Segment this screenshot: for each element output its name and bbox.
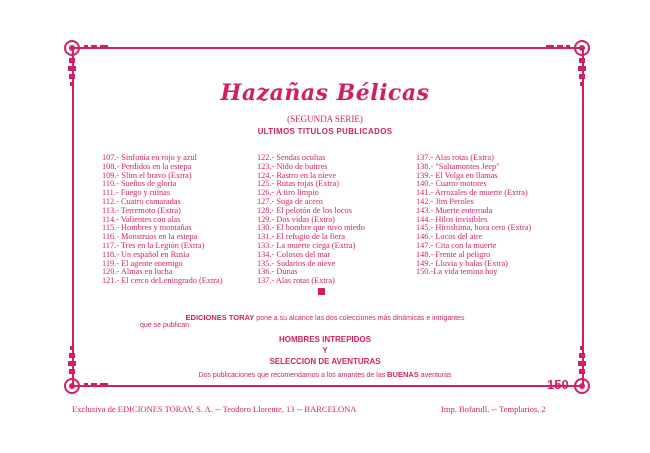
title-list-item: 111.- Fuego y ruinas <box>102 188 171 198</box>
dash-ornament-icon <box>84 380 110 390</box>
titles-column-3 <box>416 154 531 277</box>
square-bullet-icon <box>318 288 325 295</box>
promo-line-3-end: aventuras <box>420 372 452 379</box>
title-list-item: 136.- Dunas <box>257 267 298 277</box>
title-list-item: 113.- Terremoto (Extra) <box>102 205 181 215</box>
title-list-item: 125.- Rutas rojas (Extra) <box>257 179 340 189</box>
corner-ornament-icon <box>570 374 594 398</box>
title-list-item: 116.- Monstruos en la estepa <box>102 232 198 242</box>
title-list-item: 143.- Muerte enterrada <box>416 205 493 215</box>
title-list-item: 147.- Cita con la muerte <box>416 240 497 250</box>
title-list-item: 112.- Cuatro camaradas <box>102 196 181 206</box>
title-list-item: 139.- El Volga en llamas <box>416 170 498 180</box>
title-list-item: 126.- A tiro limpio <box>257 188 319 198</box>
issue-number: 150 <box>547 377 569 392</box>
promo-line-1 <box>135 313 515 322</box>
title-list-item: 120.- Almas en lucha <box>102 267 173 277</box>
title-list-item: 133.- La muerte ciega (Extra) <box>257 240 356 250</box>
dash-ornament-icon <box>544 42 570 52</box>
title-list-item: 141.- Arrozales de muerte (Extra) <box>416 188 528 198</box>
title-list-item: 107.- Sinfonía en rojo y azul <box>102 153 197 162</box>
dash-ornament-icon <box>84 42 110 52</box>
bead-ornament-icon <box>574 344 590 376</box>
title-list-item: 150.-La vida temina hoy <box>416 267 498 277</box>
title-list-item: 119.- El agente enemigo <box>102 258 183 268</box>
title-list-item: 122.- Sendas ocultas <box>257 153 326 162</box>
footer-publisher: Exclusiva de EDICIONES TORAY, S. A. -- Teodoro Llorente, 13 -- BARCELONA <box>72 404 357 414</box>
promo-line-2: que se publican <box>140 322 190 329</box>
promo-brand: EDICIONES TORAY <box>185 313 255 322</box>
title-list-item: 128.- El pelotón de los locos <box>257 205 352 215</box>
title-list-item: 140.- Cuatro motores <box>416 179 487 189</box>
corner-ornament-icon <box>60 374 84 398</box>
title-list-item: 135.- Sudarios de nieve <box>257 258 336 268</box>
promo-series-1: HOMBRES INTREPIDOS <box>278 335 371 344</box>
bead-ornament-icon <box>64 344 80 376</box>
title-list-item: 131.- El refugio de la fiera <box>257 232 346 242</box>
title-list-item: 129.- Dos vidas (Extra) <box>257 214 335 224</box>
title-list-item: 117.- Tres en la Legión (Extra) <box>102 240 205 250</box>
promo-line-1-text: pone a su alcance las dos colecciones más dinámicas e intrigantes <box>256 315 465 322</box>
title-list-item: 124.- Rastro en la nieve <box>257 170 337 180</box>
title-list-item: 121.- El cerco deLeningrado (Extra) <box>102 276 223 286</box>
series-subtitle: (SEGUNDA SERIE) <box>287 114 363 124</box>
footer-printer: Imp. Bofarull. -- Templarios, 2 <box>441 404 546 414</box>
title-list-item: 144.- Hilos invisibles <box>416 214 488 224</box>
title-list-item: 134.- Colosos del mar <box>257 249 331 259</box>
frame-top-border <box>72 47 582 49</box>
title-list-item: 115.- Hombres y montañas <box>102 223 192 233</box>
title-list-item: 138.- "Saltamontes Jeep" <box>416 161 500 171</box>
title-list-item: 118.- Un español en Rusia <box>102 249 190 259</box>
titles-column-1 <box>102 154 222 286</box>
title-list-item: 127.- Soga de acero <box>257 196 323 206</box>
promo-line-3-start: Dos publicaciones que recomendamos a los amantes de las <box>198 372 386 379</box>
title-list-item: 123.- Nido de buitres <box>257 161 328 171</box>
title-list-item: 109.- Slim el bravo (Extra) <box>102 170 192 180</box>
list-heading: ULTIMOS TITULOS PUBLICADOS <box>257 127 393 136</box>
title-list-item: 142.- Jim Peroles <box>416 196 474 206</box>
title-list-item: 146.- Locos del aire <box>416 232 483 242</box>
titles-column-2 <box>257 154 365 286</box>
promo-series-2: SELECCION DE AVENTURAS <box>269 357 381 366</box>
promo-line-3 <box>135 370 515 379</box>
title-list-item: 149.- Lluvia y balas (Extra) <box>416 258 508 268</box>
title-list-item: 145.- Hiroshima, hora cero (Extra) <box>416 223 532 233</box>
title-list-item: 137.- Alas rotas (Extra) <box>257 276 335 286</box>
frame-bottom-border <box>72 385 582 387</box>
title-list-item: 148.- Frente al peligro <box>416 249 491 259</box>
title-list-item: 130.- El hombre que tuvo miedo <box>257 223 365 233</box>
title-list-item: 114.- Valientes con alas <box>102 214 181 224</box>
promo-line-3-bold: BUENAS <box>387 370 419 379</box>
promo-connector: Y <box>322 346 328 355</box>
title-list-item: 110.- Sueños de gloria <box>102 179 177 189</box>
title-list-item: 108.- Perdidos en la estepa <box>102 161 192 171</box>
title-list-item: 137.- Alas rotas (Extra) <box>416 153 494 162</box>
page-title: Hazañas Bélicas <box>220 80 430 106</box>
